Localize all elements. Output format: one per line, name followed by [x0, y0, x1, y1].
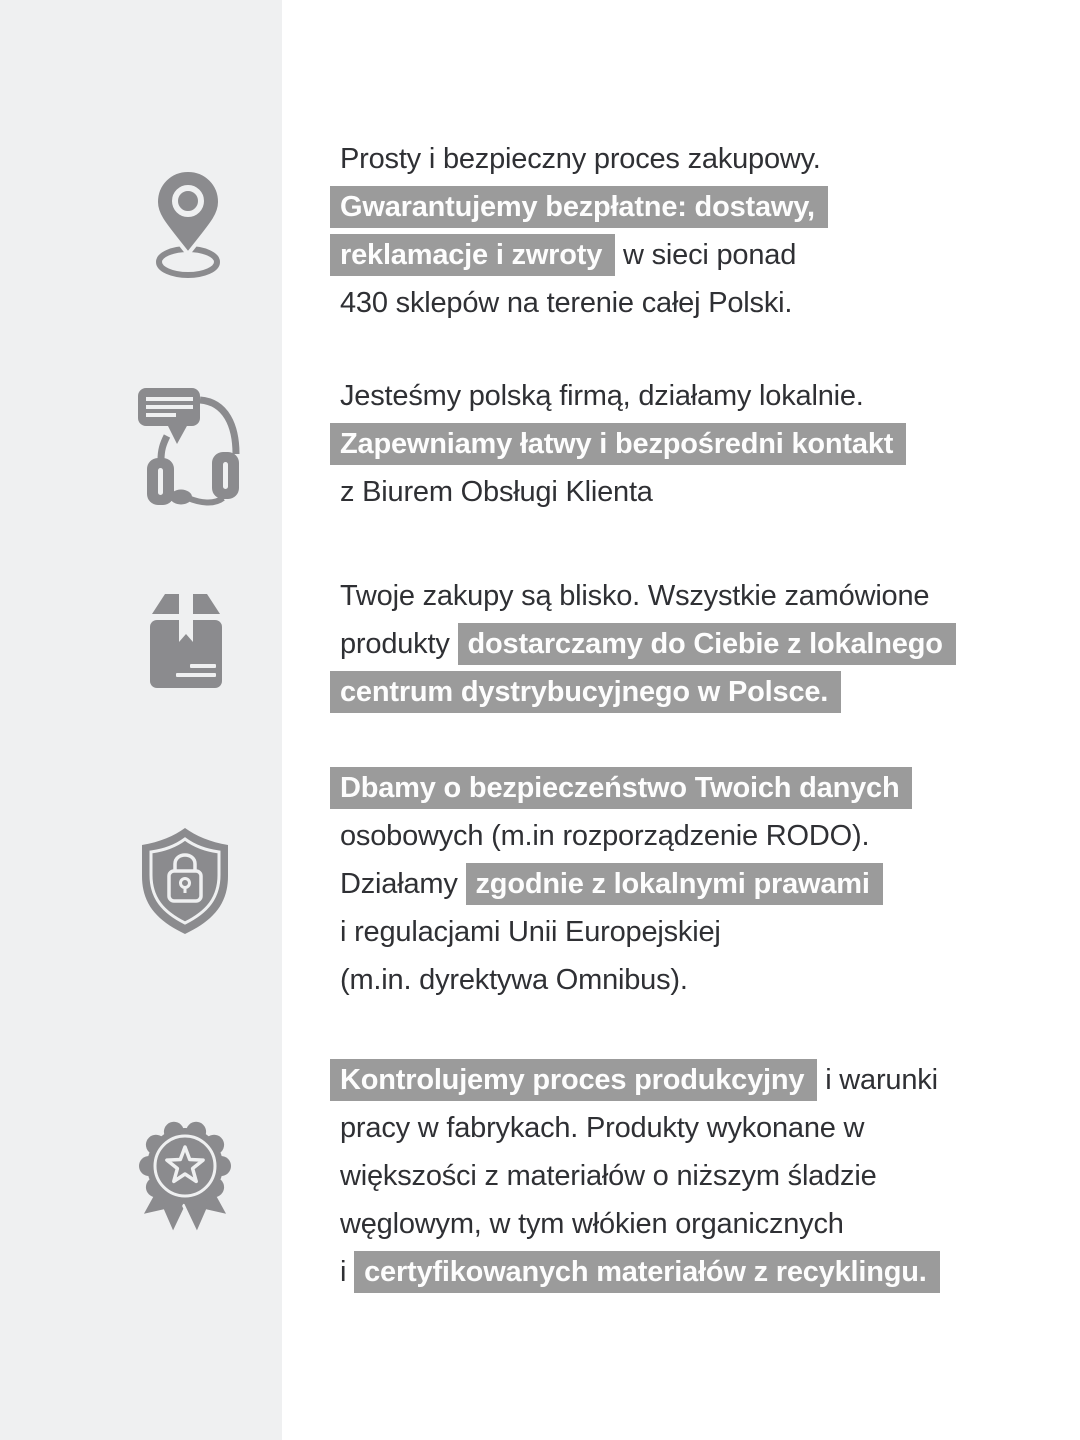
text-line	[340, 668, 956, 716]
text-line	[340, 620, 956, 668]
text-segment: i warunki	[817, 1063, 938, 1096]
highlighted-text-segment: Gwarantujemy bezpłatne: dostawy,	[330, 186, 828, 228]
package-icon	[148, 594, 224, 690]
text-segment: z Biurem Obsługi Klienta	[340, 475, 653, 508]
text-line	[340, 135, 828, 183]
highlighted-text-segment: zgodnie z lokalnymi prawami	[466, 863, 883, 905]
highlighted-text-segment: Zapewniamy łatwy i bezpośredni kontakt	[330, 423, 906, 465]
text-line	[340, 1152, 940, 1200]
text-line	[340, 908, 912, 956]
highlighted-text-segment: certyfikowanych materiałów z recyklingu.	[354, 1251, 940, 1293]
text-segment: Twoje zakupy są blisko. Wszystkie zamówione	[340, 579, 930, 612]
text-line	[340, 231, 828, 279]
location-pin-icon	[150, 168, 226, 278]
text-line	[340, 812, 912, 860]
highlighted-text-segment: Kontrolujemy proces produkcyjny	[330, 1059, 817, 1101]
shield-lock-icon	[136, 826, 234, 936]
text-segment: i	[340, 1255, 355, 1288]
text-line	[340, 372, 906, 420]
highlighted-text-segment: centrum dystrybucyjnego w Polsce.	[330, 671, 841, 713]
feature-block-simple-safe-shopping	[340, 135, 828, 327]
text-segment: Prosty i bezpieczny proces zakupowy.	[340, 142, 821, 175]
text-segment: pracy w fabrykach. Produkty wykonane w	[340, 1111, 865, 1144]
text-line	[340, 1104, 940, 1152]
text-segment: w sieci ponad	[615, 238, 797, 271]
text-segment: produkty	[340, 627, 458, 660]
text-line	[340, 279, 828, 327]
text-line	[340, 860, 912, 908]
text-segment: 430 sklepów na terenie całej Polski.	[340, 286, 793, 319]
text-line	[340, 956, 912, 1004]
text-segment: węglowym, w tym włókien organicznych	[340, 1207, 844, 1240]
feature-block-data-security	[340, 764, 912, 1004]
text-line	[340, 468, 906, 516]
text-line	[340, 764, 912, 812]
text-line	[340, 420, 906, 468]
highlighted-text-segment: Dbamy o bezpieczeństwo Twoich danych	[330, 767, 912, 809]
text-line	[340, 183, 828, 231]
headset-support-icon	[136, 386, 242, 506]
text-line	[340, 1056, 940, 1104]
text-segment: Działamy	[340, 867, 466, 900]
text-line	[340, 572, 956, 620]
highlighted-text-segment: dostarczamy do Ciebie z lokalnego	[458, 623, 956, 665]
text-line	[340, 1200, 940, 1248]
feature-block-polish-company-contact	[340, 372, 906, 516]
text-line	[340, 1248, 940, 1296]
highlighted-text-segment: reklamacje i zwroty	[330, 234, 615, 276]
text-segment: osobowych (m.in rozporządzenie RODO).	[340, 819, 870, 852]
feature-block-production-control	[340, 1056, 940, 1296]
text-segment: Jesteśmy polską firmą, działamy lokalnie.	[340, 379, 864, 412]
text-segment: (m.in. dyrektywa Omnibus).	[340, 963, 688, 996]
feature-block-local-distribution	[340, 572, 956, 716]
award-badge-icon	[133, 1118, 237, 1236]
text-segment: i regulacjami Unii Europejskiej	[340, 915, 721, 948]
text-segment: większości z materiałów o niższym śladzie	[340, 1159, 877, 1192]
